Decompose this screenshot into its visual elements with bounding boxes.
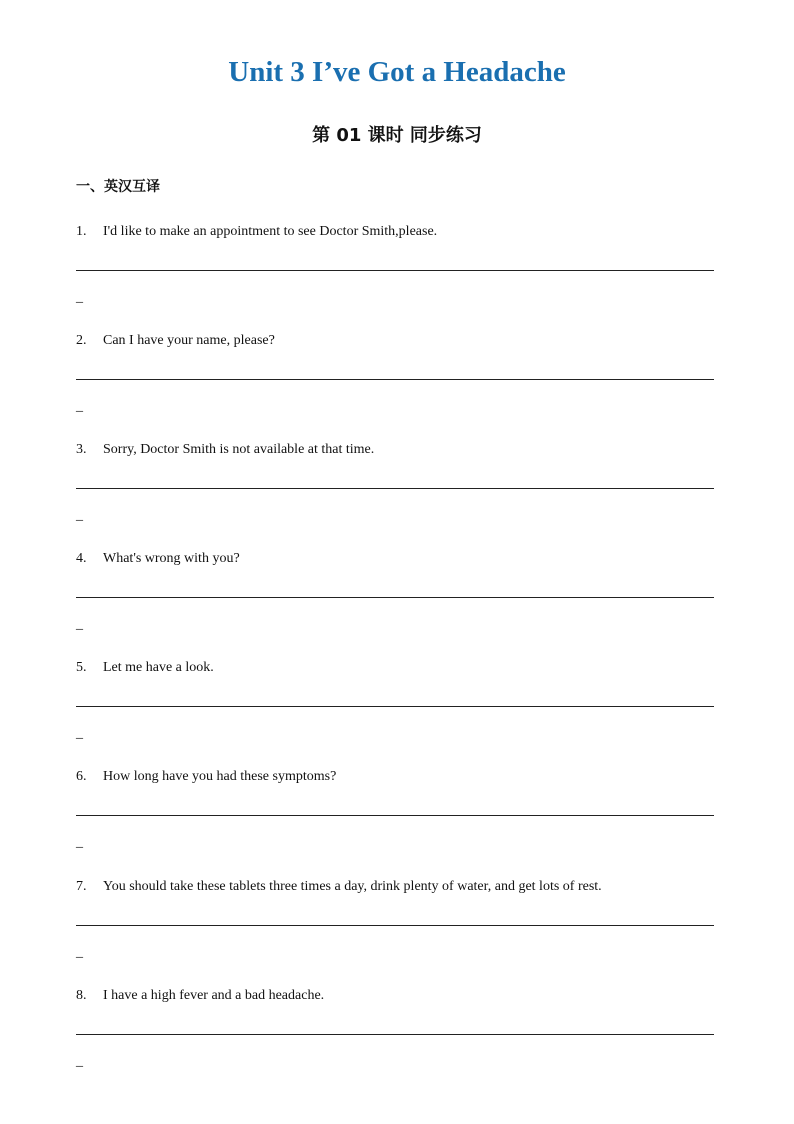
answer-line[interactable] bbox=[76, 815, 714, 816]
question-number: 7. bbox=[76, 879, 87, 894]
answer-mark: _ bbox=[76, 617, 83, 632]
answer-mark: _ bbox=[76, 726, 83, 741]
question-text bbox=[76, 331, 275, 351]
question-text bbox=[76, 658, 214, 678]
answer-line[interactable] bbox=[76, 488, 714, 489]
question-number: 6. bbox=[76, 769, 87, 784]
question-item bbox=[76, 767, 716, 867]
section-heading: 一、英汉互译 bbox=[76, 179, 160, 195]
question-number: 1. bbox=[76, 224, 87, 239]
question-text bbox=[76, 877, 602, 897]
question-number: 2. bbox=[76, 333, 87, 348]
question-item bbox=[76, 331, 716, 431]
question-item bbox=[76, 658, 716, 758]
question-text bbox=[76, 222, 437, 242]
lesson-subtitle: 第 01 课时 同步练习 bbox=[312, 125, 482, 146]
question-item bbox=[76, 986, 716, 1086]
question-item bbox=[76, 549, 716, 649]
question-number: 4. bbox=[76, 551, 87, 566]
question-text bbox=[76, 986, 324, 1006]
answer-line[interactable] bbox=[76, 379, 714, 380]
question-sentence: You should take these tablets three times a day, drink plenty of water, and get lots of rest. bbox=[103, 879, 602, 894]
question-item bbox=[76, 222, 716, 322]
question-text bbox=[76, 767, 336, 787]
answer-line[interactable] bbox=[76, 270, 714, 271]
question-number: 3. bbox=[76, 442, 87, 457]
question-number: 8. bbox=[76, 988, 87, 1003]
answer-mark: _ bbox=[76, 945, 83, 960]
question-sentence: I have a high fever and a bad headache. bbox=[103, 988, 325, 1003]
question-text bbox=[76, 549, 240, 569]
answer-mark: _ bbox=[76, 290, 83, 305]
answer-line[interactable] bbox=[76, 597, 714, 598]
answer-mark: _ bbox=[76, 508, 83, 523]
page-title: Unit 3 I’ve Got a Headache bbox=[228, 56, 566, 88]
question-sentence: Can I have your name, please? bbox=[103, 333, 275, 348]
answer-line[interactable] bbox=[76, 925, 714, 926]
answer-line[interactable] bbox=[76, 706, 714, 707]
question-sentence: How long have you had these symptoms? bbox=[103, 769, 337, 784]
question-text bbox=[76, 440, 374, 460]
question-number: 5. bbox=[76, 660, 87, 675]
question-sentence: Sorry, Doctor Smith is not available at that time. bbox=[103, 442, 375, 457]
question-item bbox=[76, 440, 716, 540]
answer-line[interactable] bbox=[76, 1034, 714, 1035]
question-sentence: I'd like to make an appointment to see Doctor Smith,please. bbox=[103, 224, 438, 239]
answer-mark: _ bbox=[76, 1054, 83, 1069]
question-sentence: What's wrong with you? bbox=[103, 551, 240, 566]
answer-mark: _ bbox=[76, 399, 83, 414]
question-item bbox=[76, 877, 716, 977]
answer-mark: _ bbox=[76, 835, 83, 850]
question-sentence: Let me have a look. bbox=[103, 660, 214, 675]
